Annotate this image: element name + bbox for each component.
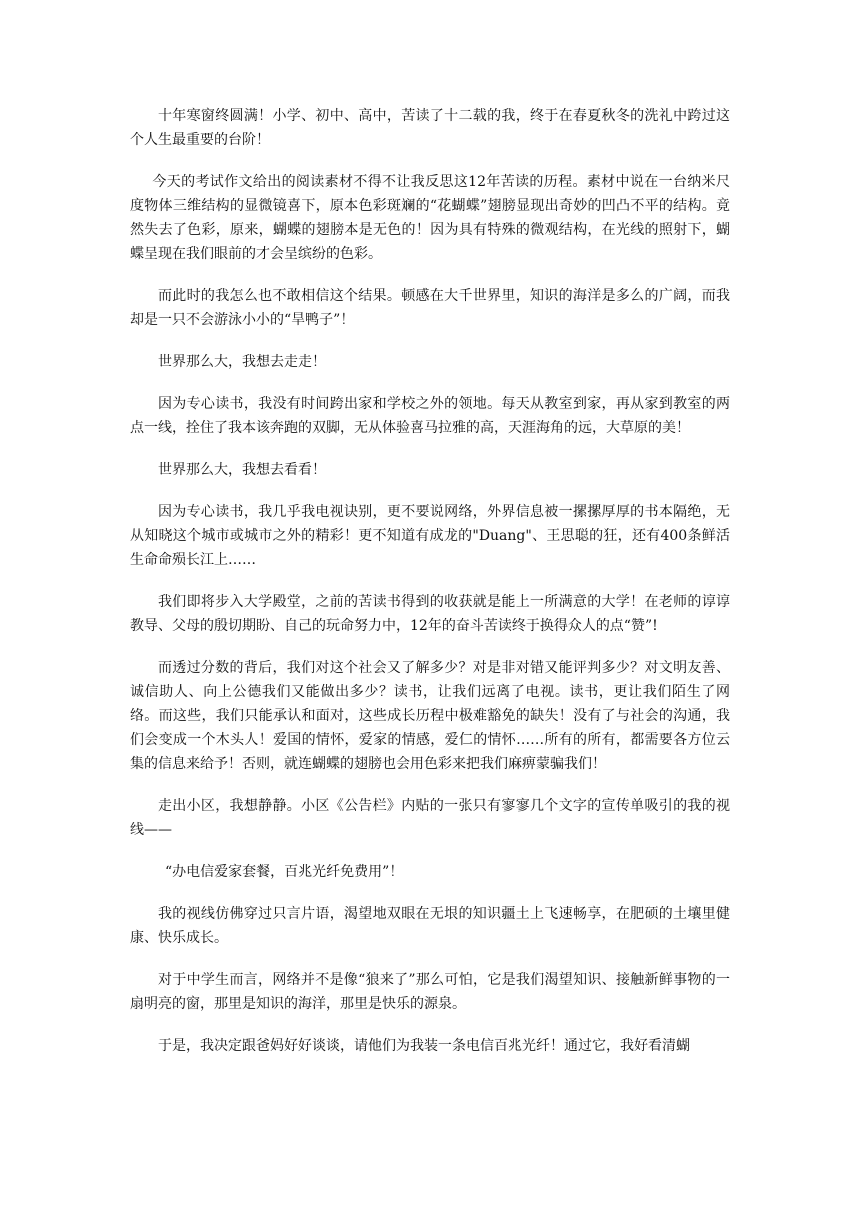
paragraph: 因为专心读书，我几乎我电视诀别，更不要说网络，外界信息被一摞摞厚厚的书本隔绝，无从知晓这个城市或城市之外的精彩！更不知道有成龙的"Duang"、王思聪的狂，还有400条鲜活生命命殒长江上……	[130, 504, 730, 568]
paragraph: 于是，我决定跟爸妈好好谈谈，请他们为我装一条电信百兆光纤！通过它，我好看清蝴	[158, 1038, 690, 1054]
paragraph: 今天的考试作文给出的阅读素材不得不让我反思这12年苦读的历程。素材中说在一台纳米尺度物体三维结构的显微镜喜下，原本色彩斑斓的“花蝴蝶”翅膀显现出奇妙的凹凸不平的结构。竟然失去了色彩，原来，蝴蝶的翅膀本是无色的！因为具有特殊的微观结构，在光线的照射下，蝴蝶呈现在我们眼前的才会呈缤纷的色彩。	[130, 174, 730, 262]
document-body	[130, 104, 730, 1058]
paragraph: 世界那么大，我想去看看！	[158, 462, 326, 478]
paragraph: 走出小区，我想静静。小区《公告栏》内贴的一张只有寥寥几个文字的宣传单吸引的我的视线——	[130, 798, 730, 838]
quoted-slogan: “办电信爱家套餐，百兆光纤免费用”！	[165, 864, 404, 880]
paragraph: 而此时的我怎么也不敢相信这个结果。顿感在大千世界里，知识的海洋是多么的广阔，而我却是一只不会游泳小小的“旱鸭子”！	[130, 288, 730, 328]
paragraph: 十年寒窗终圆满！小学、初中、高中，苦读了十二载的我，终于在春夏秋冬的洗礼中跨过这个人生最重要的台阶！	[130, 108, 730, 148]
paragraph: 我的视线仿佛穿过只言片语，渴望地双眼在无垠的知识疆土上飞速畅享，在肥硕的土壤里健康、快乐成长。	[130, 906, 730, 946]
paragraph: 对于中学生而言，网络并不是像“狼来了”那么可怕，它是我们渴望知识、接触新鲜事物的一扇明亮的窗，那里是知识的海洋，那里是快乐的源泉。	[130, 972, 730, 1012]
paragraph: 而透过分数的背后，我们对这个社会又了解多少？对是非对错又能评判多少？对文明友善、诚信助人、向上公德我们又能做出多少？读书，让我们远离了电视。读书，更让我们陌生了网络。而这些，我们只能承认和面对，这些成长历程中极难豁免的缺失！没有了与社会的沟通，我们会变成一个木头人！爱国的情怀，爱家的情感，爱仁的情怀……所有的所有，都需要各方位云集的信息来给予！否则，就连蝴蝶的翅膀也会用色彩来把我们麻痹蒙骗我们！	[130, 660, 730, 772]
paragraph: 世界那么大，我想去走走！	[158, 354, 326, 370]
paragraph: 因为专心读书，我没有时间跨出家和学校之外的领地。每天从教室到家，再从家到教室的两点一线，拴住了我本该奔跑的双脚，无从体验喜马拉雅的高，天涯海角的远，大草原的美！	[130, 396, 730, 436]
paragraph: 我们即将步入大学殿堂，之前的苦读书得到的收获就是能上一所满意的大学！在老师的谆谆教导、父母的殷切期盼、自己的玩命努力中，12年的奋斗苦读终于换得众人的点“赞”!	[130, 594, 730, 634]
